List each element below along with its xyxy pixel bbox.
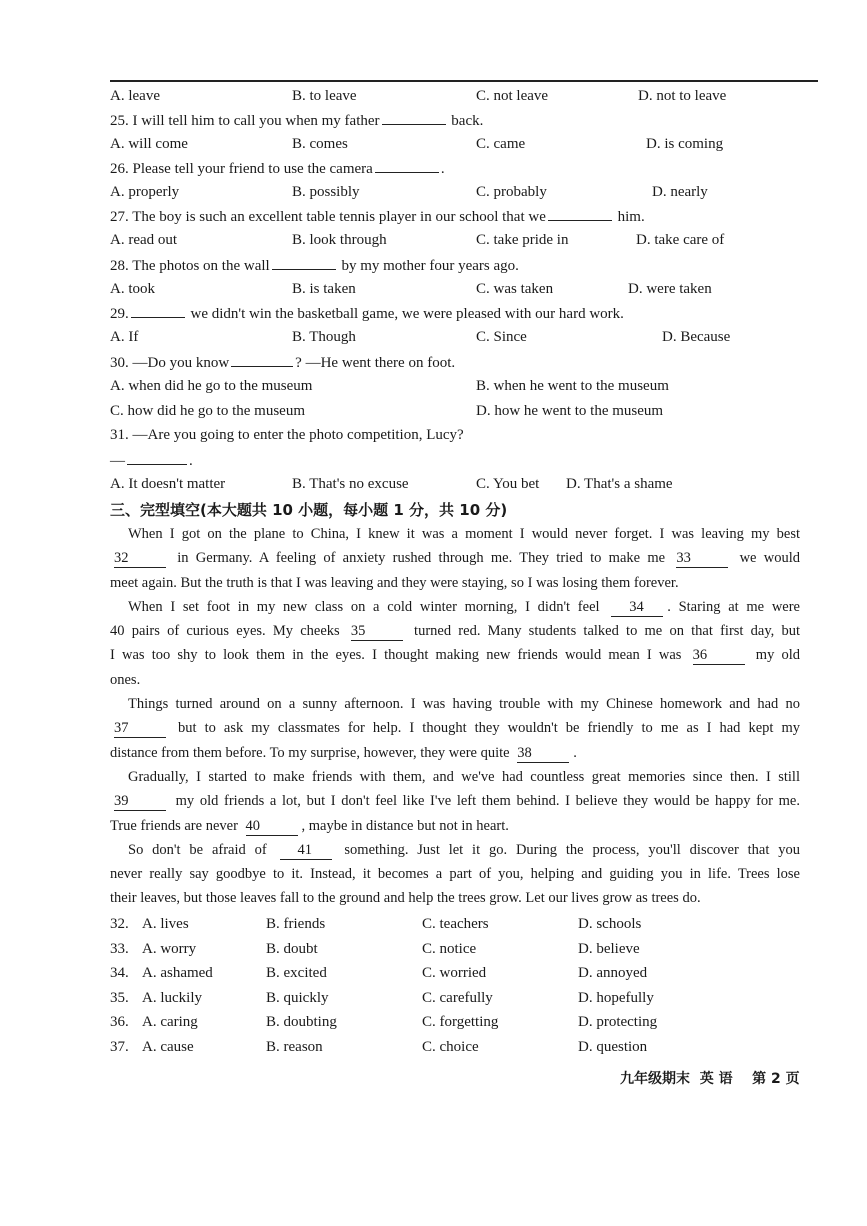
option-b: B. quickly	[266, 989, 329, 1006]
option-d: D. schools	[578, 916, 642, 932]
blank-number: 40	[246, 817, 298, 836]
option-c: C. came	[476, 136, 526, 152]
option-a: A. ashamed	[142, 965, 213, 982]
option-c: C. Since	[476, 329, 527, 345]
question-26: 26. Please tell your friend to use the camera .	[110, 156, 810, 180]
passage-text: my old friends a lot, but I don't feel like I've left them behind. I believe they would be happy for me.	[170, 793, 800, 810]
answer-blank	[131, 301, 185, 318]
blank-number: 38	[517, 744, 569, 763]
passage-text: . Staring at me were	[667, 598, 800, 615]
option-a: A. will come	[110, 136, 188, 152]
passage-line	[110, 668, 800, 692]
passage-text: , maybe in distance but not in heart.	[301, 817, 509, 834]
option-c: C. choice	[422, 1039, 479, 1055]
question-25: 25. I will tell him to call you when my father back.	[110, 108, 810, 132]
q24-options	[110, 84, 810, 108]
option-d: D. That's a shame	[566, 476, 673, 492]
answer-blank	[231, 350, 293, 367]
option-c: C. forgetting	[422, 1014, 499, 1031]
option-b: B. friends	[266, 916, 326, 932]
answer-blank	[127, 448, 187, 465]
page-footer: 九年级期末 英 语 第 2 页	[620, 1071, 800, 1087]
passage-line	[110, 643, 800, 667]
passage-text: ones.	[110, 671, 141, 688]
option-d: D. were taken	[628, 281, 712, 297]
passage-text: something. Just let it go. During the process, you'll discover that you	[335, 841, 800, 858]
blank-number: 41	[280, 841, 332, 860]
blank-number: 33	[676, 549, 728, 568]
passage-text: So don't be afraid of	[128, 841, 276, 858]
question-31: 31. —Are you going to enter the photo competition, Lucy?	[110, 427, 464, 443]
option-a: A. when did he go to the museum	[110, 378, 313, 394]
option-b: B. doubting	[266, 1014, 337, 1031]
question-number: 36.	[110, 1014, 129, 1031]
question-number: 35.	[110, 989, 129, 1006]
q25-options	[110, 132, 810, 156]
option-d: D. question	[578, 1039, 648, 1055]
passage-line	[110, 546, 800, 570]
option-c: C. notice	[422, 940, 477, 957]
blank-number: 32	[114, 549, 166, 568]
q27-options	[110, 228, 810, 252]
option-c: C. take pride in	[476, 232, 569, 248]
passage-text: meet again. But the truth is that I was leaving and they were staying, so I was losing them forever.	[110, 574, 679, 591]
passage-line	[110, 886, 800, 910]
q29-options	[110, 325, 810, 349]
q26-options	[110, 180, 810, 204]
answer-blank	[382, 108, 446, 125]
option-b: B. doubt	[266, 940, 318, 957]
option-d: D. not to leave	[638, 88, 727, 104]
blank-number: 39	[114, 792, 166, 811]
section-3-title: 三、完型填空(本大题共 10 小题，每小题 1 分，共 10 分)	[110, 501, 508, 519]
question-number: 32.	[110, 916, 129, 932]
passage-text: .	[573, 744, 577, 761]
option-b: B. excited	[266, 965, 327, 982]
question-27: 27. The boy is such an excellent table tennis player in our school that we him.	[110, 204, 810, 228]
option-b: B. when he went to the museum	[476, 378, 669, 394]
passage-line	[110, 741, 800, 765]
option-d: D. protecting	[578, 1014, 658, 1031]
cloze-option-row	[110, 1035, 810, 1059]
option-b: B. comes	[292, 136, 348, 152]
passage-text: True friends are never	[110, 817, 242, 834]
passage-text: Things turned around on a sunny afternoon. I was having trouble with my Chinese homework and had no	[128, 696, 800, 713]
blank-number: 34	[611, 598, 663, 617]
passage-line	[110, 595, 800, 619]
option-d: D. how he went to the museum	[476, 403, 664, 419]
option-b: B. to leave	[292, 88, 357, 104]
passage-line	[110, 765, 800, 789]
passage-line	[110, 716, 800, 740]
passage-text: turned red. Many students talked to me on that first day, but	[406, 623, 800, 640]
passage-line	[110, 789, 800, 813]
option-c: C. teachers	[422, 916, 489, 932]
question-number: 34.	[110, 965, 129, 982]
option-a: A. It doesn't matter	[110, 476, 226, 492]
option-d: D. believe	[578, 940, 640, 957]
passage-line	[110, 814, 800, 838]
answer-blank	[272, 253, 336, 270]
option-d: D. nearly	[652, 184, 708, 200]
passage-text: my old	[748, 647, 801, 664]
passage-line	[110, 571, 800, 595]
cloze-option-row	[110, 912, 810, 936]
passage-text: we would	[732, 550, 800, 567]
cloze-option-row	[110, 937, 810, 961]
passage-line	[110, 522, 800, 546]
option-c: C. probably	[476, 184, 547, 200]
option-c: C. carefully	[422, 989, 493, 1006]
passage-line	[110, 619, 800, 643]
option-b: B. possibly	[292, 184, 360, 200]
passage-line	[110, 862, 800, 886]
passage-text: never really say goodbye to it. Instead, it becomes a part of you, helping and guiding you in life. Trees lose	[110, 866, 800, 883]
option-d: D. Because	[662, 329, 731, 345]
option-b: B. look through	[292, 232, 387, 248]
passage-text: 40 pairs of curious eyes. My cheeks	[110, 623, 347, 640]
q28-options	[110, 277, 810, 301]
option-a: A. cause	[142, 1039, 194, 1055]
question-28: 28. The photos on the wall by my mother four years ago.	[110, 253, 810, 277]
option-b: B. is taken	[292, 281, 356, 297]
option-a: A. caring	[142, 1014, 198, 1031]
passage-line	[110, 838, 800, 862]
option-a: A. leave	[110, 88, 160, 104]
option-d: D. take care of	[636, 232, 725, 248]
question-30: 30. —Do you know ? —He went there on foot.	[110, 350, 810, 374]
passage-text: but to ask my classmates for help. I thought they wouldn't be friendly to me as I had kept my	[170, 720, 800, 737]
option-d: D. annoyed	[578, 965, 648, 982]
q30-options-ab	[110, 374, 810, 398]
top-rule	[110, 80, 818, 82]
passage-text: distance from them before. To my surprise, however, they were quite	[110, 744, 514, 761]
option-a: A. took	[110, 281, 155, 297]
option-d: D. is coming	[646, 136, 724, 152]
question-29: 29. we didn't win the basketball game, we were pleased with our hard work.	[110, 301, 810, 325]
passage-text: in Germany. A feeling of anxiety rushed through me. They tried to make me	[170, 550, 673, 567]
option-a: A. If	[110, 329, 139, 345]
answer-blank	[375, 156, 439, 173]
passage-text: When I got on the plane to China, I knew it was a moment I would never forget. I was leaving my best	[128, 526, 800, 542]
blank-number: 35	[351, 622, 403, 641]
option-a: A. worry	[142, 940, 197, 957]
option-c: C. was taken	[476, 281, 554, 297]
option-d: D. hopefully	[578, 989, 654, 1006]
passage-text: I was too shy to look them in the eyes. I thought making new friends would mean I was	[110, 647, 689, 664]
option-a: A. lives	[142, 916, 189, 932]
cloze-passage	[110, 522, 800, 911]
blank-number: 37	[114, 719, 166, 738]
passage-text: When I set foot in my new class on a cold winter morning, I didn't feel	[128, 598, 608, 615]
cloze-option-row	[110, 1010, 810, 1034]
passage-text: their leaves, but those leaves fall to the ground and help the trees grow. Let our lives grow as trees do.	[110, 890, 701, 907]
cloze-option-row	[110, 961, 810, 985]
option-b: B. reason	[266, 1039, 323, 1055]
option-b: B. That's no excuse	[292, 476, 409, 492]
question-number: 37.	[110, 1039, 129, 1055]
answer-blank	[548, 204, 612, 221]
option-c: C. worried	[422, 965, 487, 982]
q31-answer-line: — .	[110, 448, 810, 472]
option-a: A. luckily	[142, 989, 202, 1006]
option-b: B. Though	[292, 329, 356, 345]
passage-text: Gradually, I started to make friends with them, and we've had countless great memories since then. I still	[128, 768, 800, 785]
passage-line	[110, 692, 800, 716]
option-a: A. read out	[110, 232, 178, 248]
q30-options-cd	[110, 399, 810, 423]
question-number: 33.	[110, 940, 129, 957]
cloze-option-row	[110, 986, 810, 1010]
q31-options	[110, 472, 810, 496]
blank-number: 36	[693, 646, 745, 665]
option-c: C. how did he go to the museum	[110, 403, 305, 419]
option-a: A. properly	[110, 184, 180, 200]
option-c: C. You bet	[476, 476, 540, 492]
option-c: C. not leave	[476, 88, 549, 104]
